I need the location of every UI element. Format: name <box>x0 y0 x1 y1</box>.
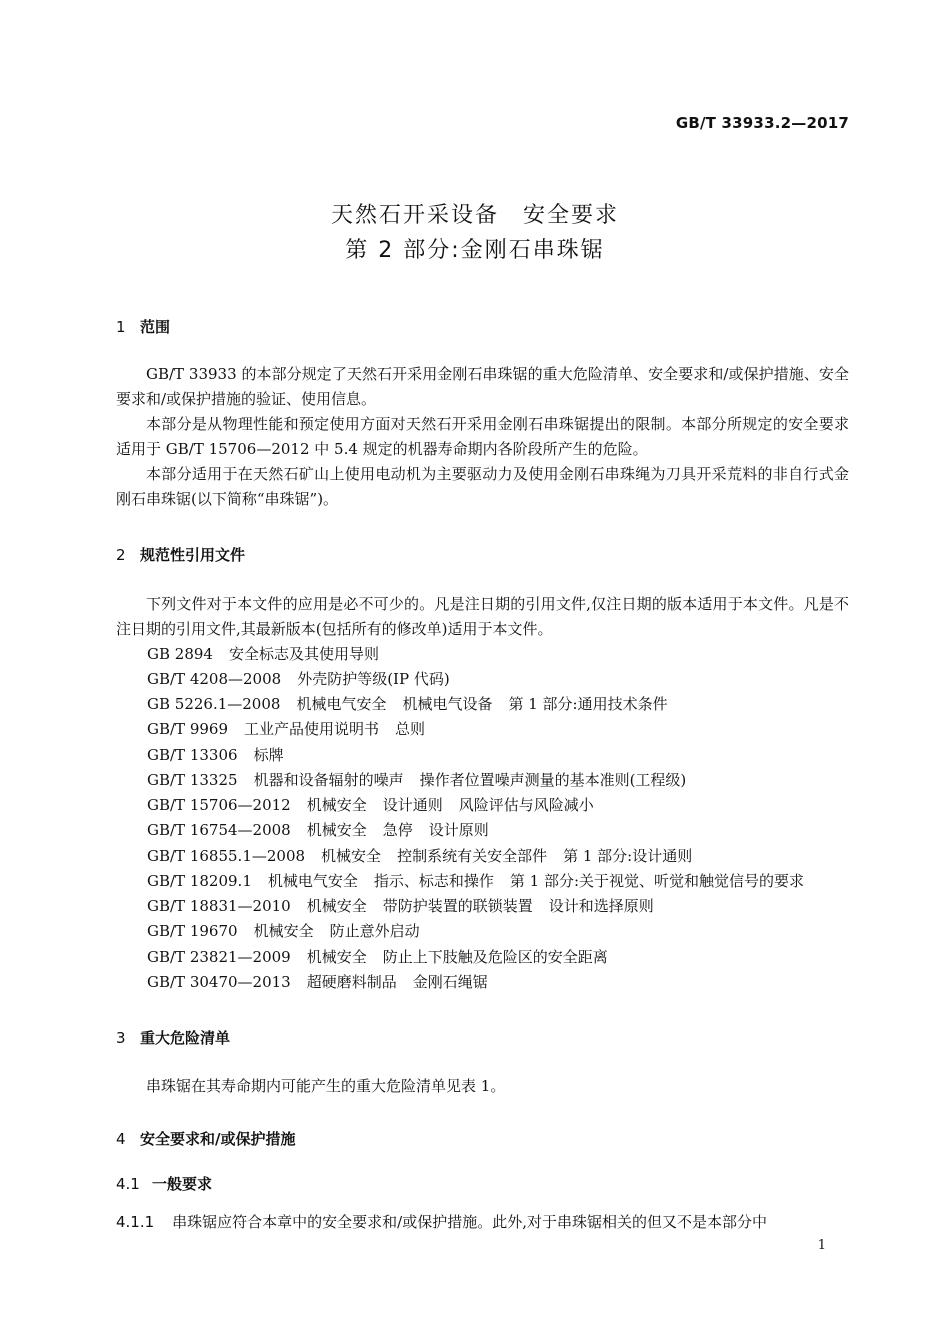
reference-title: 机械安全 <box>306 897 367 915</box>
reference-title: 防止意外启动 <box>329 922 420 940</box>
section-title: 范围 <box>140 318 171 336</box>
subsection-title: 一般要求 <box>152 1175 213 1193</box>
reference-item <box>147 894 670 919</box>
reference-title: 机械电气安全 <box>267 872 358 890</box>
reference-code: GB/T 23821—2009 <box>147 948 291 966</box>
subsection-4-1-heading <box>116 1173 212 1194</box>
reference-title: 机械电气安全 <box>296 695 387 713</box>
section-number: 4 <box>116 1130 126 1148</box>
reference-item <box>147 945 624 970</box>
reference-item <box>147 642 395 667</box>
reference-code: GB 2894 <box>147 645 213 663</box>
reference-title: 第 1 部分:关于视觉、听觉和触觉信号的要求 <box>509 872 805 890</box>
scope-paragraph-3: 本部分适用于在天然石矿山上使用电动机为主要驱动力及使用金刚石串珠绳为刀具开采荒料的非自行式金刚石串珠锯(以下简称“串珠锯”)。 <box>116 465 849 508</box>
reference-item <box>147 743 300 768</box>
reference-item <box>147 692 684 717</box>
section-title: 安全要求和/或保护措施 <box>140 1130 296 1148</box>
subsection-number: 4.1 <box>116 1175 140 1193</box>
references-intro: 下列文件对于本文件的应用是必不可少的。凡是注日期的引用文件,仅注日期的版本适用于本文件。凡是不注日期的引用文件,其最新版本(包括所有的修改单)适用于本文件。 <box>116 595 849 638</box>
reference-title: 外壳防护等级(IP 代码) <box>297 670 450 688</box>
reference-title: 标牌 <box>253 746 284 764</box>
reference-title: 操作者位置噪声测量的基本准则(工程级) <box>419 771 687 789</box>
reference-title: 防止上下肢触及危险区的安全距离 <box>382 948 608 966</box>
reference-title: 急停 <box>382 821 413 839</box>
page-number: 1 <box>817 1238 826 1253</box>
reference-title: 控制系统有关安全部件 <box>397 847 548 865</box>
reference-code: GB/T 15706—2012 <box>147 796 291 814</box>
section-number: 3 <box>116 1029 126 1047</box>
reference-item <box>147 970 504 995</box>
reference-code: GB/T 30470—2013 <box>147 973 291 991</box>
reference-item <box>147 844 708 869</box>
section-number: 2 <box>116 546 126 564</box>
scope-paragraph-1: GB/T 33933 的本部分规定了天然石开采用金刚石串珠锯的重大危险清单、安全要求和/或保护措施、安全要求和/或保护措施的验证、使用信息。 <box>116 365 849 408</box>
document-title-line2: 第 2 部分:金刚石串珠锯 <box>345 238 605 263</box>
reference-item <box>147 919 436 944</box>
scope-paragraph-2: 本部分是从物理性能和预定使用方面对天然石开采用金刚石串珠锯提出的限制。本部分所规定的安全要求适用于 GB/T 15706—2012 中 5.4 规定的机器寿命期内各阶段所产生的危险。 <box>116 415 849 458</box>
section-number: 1 <box>116 318 126 336</box>
reference-item <box>147 717 441 742</box>
reference-code: GB/T 4208—2008 <box>147 670 282 688</box>
hazard-list-paragraph: 串珠锯在其寿命期内可能产生的重大危险清单见表 1。 <box>146 1077 506 1095</box>
reference-item <box>147 768 702 793</box>
reference-title: 设计通则 <box>382 796 443 814</box>
reference-title: 第 1 部分:通用技术条件 <box>508 695 668 713</box>
reference-title: 指示、标志和操作 <box>373 872 494 890</box>
reference-code: GB 5226.1—2008 <box>147 695 281 713</box>
reference-code: GB/T 13325 <box>147 771 238 789</box>
reference-title: 风险评估与风险减小 <box>458 796 594 814</box>
reference-title: 设计和选择原则 <box>548 897 654 915</box>
reference-title: 设计原则 <box>428 821 489 839</box>
reference-title: 超硬磨料制品 <box>306 973 397 991</box>
section-1-heading <box>116 316 170 337</box>
reference-title: 工业产品使用说明书 <box>244 720 380 738</box>
reference-title: 机械安全 <box>253 922 314 940</box>
reference-code: GB/T 18831—2010 <box>147 897 291 915</box>
section-2-heading <box>116 544 245 565</box>
document-title-line1: 天然石开采设备 安全要求 <box>330 203 619 228</box>
clause-number: 4.1.1 <box>116 1213 155 1231</box>
reference-title: 机械安全 <box>306 796 367 814</box>
reference-item <box>147 869 820 894</box>
section-4-heading <box>116 1128 295 1149</box>
reference-code: GB/T 16855.1—2008 <box>147 847 306 865</box>
section-title: 规范性引用文件 <box>140 546 246 564</box>
reference-item <box>147 667 466 692</box>
standard-code: GB/T 33933.2—2017 <box>675 114 849 132</box>
reference-code: GB/T 13306 <box>147 746 238 764</box>
reference-title: 第 1 部分:设计通则 <box>563 847 693 865</box>
reference-code: GB/T 16754—2008 <box>147 821 291 839</box>
reference-title: 机械电气设备 <box>402 695 493 713</box>
section-title: 重大危险清单 <box>140 1029 231 1047</box>
reference-title: 机械安全 <box>306 821 367 839</box>
reference-title: 机器和设备辐射的噪声 <box>253 771 404 789</box>
reference-title: 带防护装置的联锁装置 <box>382 897 533 915</box>
reference-code: GB/T 9969 <box>147 720 229 738</box>
reference-item <box>147 818 505 843</box>
reference-title: 安全标志及其使用导则 <box>228 645 379 663</box>
section-3-heading <box>116 1027 230 1048</box>
reference-code: GB/T 19670 <box>147 922 238 940</box>
reference-title: 金刚石绳锯 <box>412 973 488 991</box>
clause-text: 串珠锯应符合本章中的安全要求和/或保护措施。此外,对于串珠锯相关的但又不是本部分中 <box>172 1213 767 1231</box>
reference-title: 机械安全 <box>306 948 367 966</box>
reference-title: 机械安全 <box>321 847 382 865</box>
clause-4-1-1 <box>116 1210 849 1235</box>
reference-item <box>147 793 610 818</box>
reference-code: GB/T 18209.1 <box>147 872 252 890</box>
reference-title: 总则 <box>395 720 426 738</box>
